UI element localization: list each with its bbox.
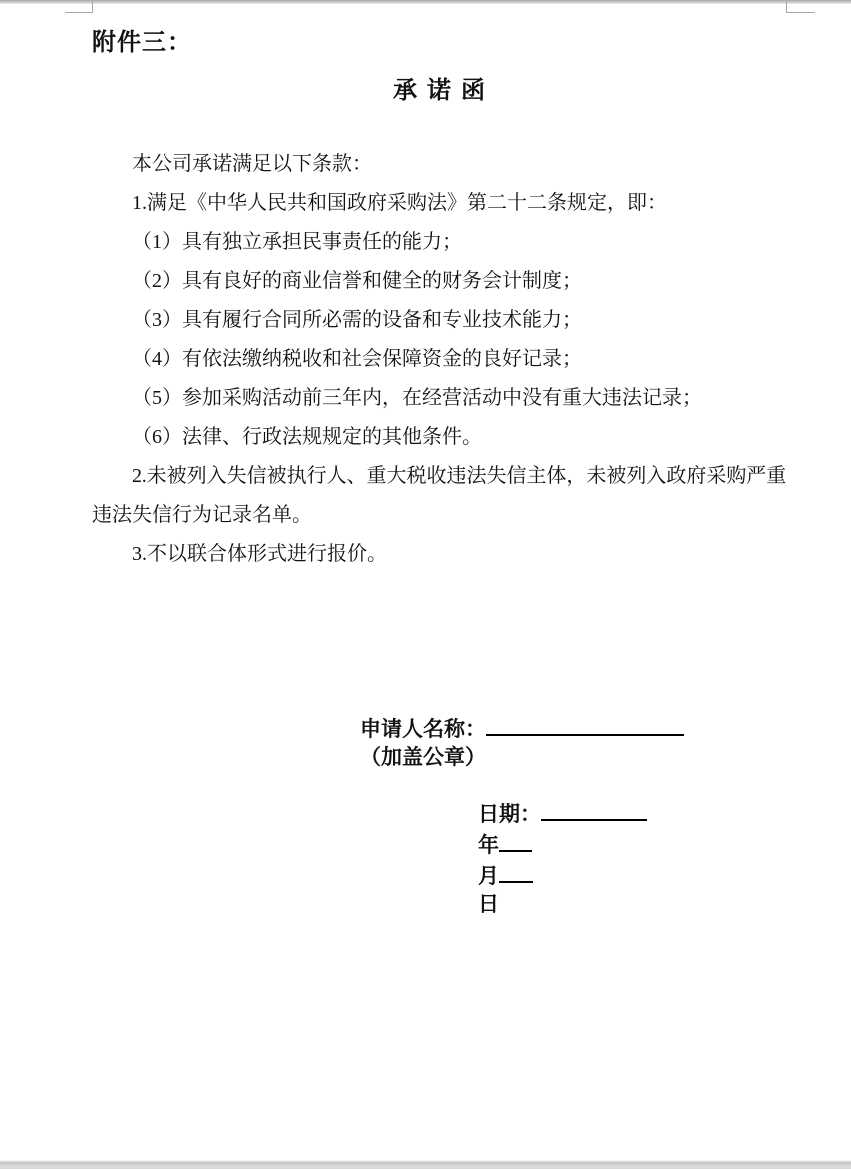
margin-mark-top-left-horizontal: [65, 12, 92, 13]
date-month-blank[interactable]: [499, 828, 532, 852]
date-day-blank[interactable]: [499, 859, 533, 883]
day-label: 日: [478, 892, 499, 916]
body-line-item1: （1）具有独立承担民事责任的能力；: [132, 231, 462, 253]
viewer-top-edge: [0, 0, 851, 4]
body-line-item6: （6）法律、行政法规规定的其他条件。: [132, 426, 482, 448]
applicant-signature-row: [92, 712, 786, 771]
viewer-bottom-edge: [0, 1160, 851, 1169]
body-line-item3: （3）具有履行合同所必需的设备和专业技术能力；: [132, 309, 582, 331]
attachment-label: 附件三：: [92, 30, 192, 56]
document-title: 承 诺 函: [393, 78, 485, 104]
applicant-name-blank[interactable]: [486, 712, 684, 736]
month-label: 月: [478, 864, 499, 888]
body-line-intro: 本公司承诺满足以下条款：: [132, 153, 372, 175]
body-line-clause1: 1.满足《中华人民共和国政府采购法》第二十二条规定，即：: [132, 192, 667, 214]
margin-mark-top-left-vertical: [92, 0, 93, 13]
body-line-item4: （4）有依法缴纳税收和社会保障资金的良好记录；: [132, 348, 582, 370]
date-label: 日期：: [478, 802, 541, 826]
margin-mark-top-right-horizontal: [786, 12, 815, 13]
body-line-clause3: 3.不以联合体形式进行报价。: [132, 543, 387, 565]
date-signature-row: [92, 797, 786, 918]
body-line-clause2b: 违法失信行为记录名单。: [92, 504, 312, 526]
body-line-clause2a: 2.未被列入失信被执行人、重大税收违法失信主体，未被列入政府采购严重: [132, 465, 786, 487]
body-line-item2: （2）具有良好的商业信誉和健全的财务会计制度；: [132, 270, 582, 292]
applicant-name-label: 申请人名称：: [360, 717, 486, 741]
year-label: 年: [478, 833, 499, 857]
date-year-blank[interactable]: [541, 797, 647, 821]
body-text: [92, 145, 786, 574]
body-line-item5: （5）参加采购活动前三年内，在经营活动中没有重大违法记录；: [132, 387, 702, 409]
seal-note-label: （加盖公章）: [360, 745, 486, 769]
